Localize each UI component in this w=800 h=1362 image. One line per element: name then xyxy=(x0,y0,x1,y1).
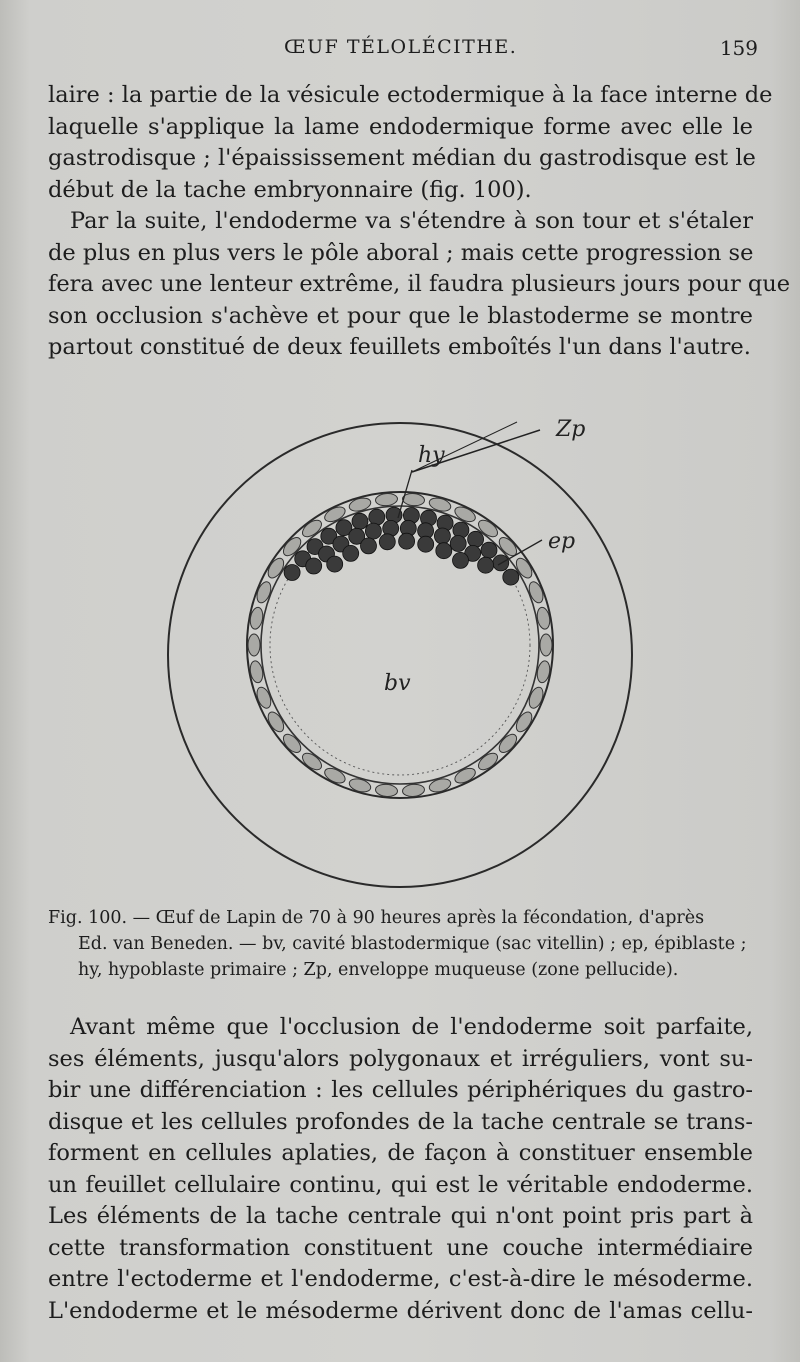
hypoblast-cell xyxy=(478,557,494,573)
hypoblast-cell xyxy=(369,509,385,525)
text-line: partout constitué de deux feuillets emboîtés l'un dans l'autre. xyxy=(48,334,751,360)
epiblast-inner-circle xyxy=(261,506,539,784)
epiblast-cell xyxy=(248,634,260,656)
epiblast-cell xyxy=(348,777,372,795)
hypoblast-cell xyxy=(327,556,343,572)
text-line: laire : la partie de la vésicule ectodermique à la face interne de xyxy=(48,82,773,108)
text-line: un feuillet cellulaire continu, qui est le véritable endoderme. xyxy=(48,1171,753,1198)
figure-100-egg-diagram xyxy=(150,400,650,900)
label-hy: hy xyxy=(418,443,445,468)
label-bv: bv xyxy=(384,671,411,696)
paragraph-3 xyxy=(48,1012,753,1327)
caption-line: Ed. van Beneden. — bv, cavité blastodermique (sac vitellin) ; ep, épiblaste ; xyxy=(78,934,747,954)
epiblast-cell xyxy=(428,777,452,795)
caption-line: hy, hypoblaste primaire ; Zp, enveloppe muqueuse (zone pellucide). xyxy=(78,960,679,980)
hypoblast-cell xyxy=(434,528,450,544)
hypoblast-cell xyxy=(352,513,368,529)
hypoblast-cell xyxy=(361,538,377,554)
hypoblast-cell xyxy=(450,536,466,552)
hypoblast-cell xyxy=(468,531,484,547)
epiblast-cell xyxy=(527,580,546,605)
hypoblast-cells xyxy=(284,507,519,585)
hypoblast-cell xyxy=(379,534,395,550)
hypoblast-cell xyxy=(399,533,415,549)
label-zp: Zp xyxy=(556,417,586,442)
text-line: cette transformation constituent une couche intermédiaire xyxy=(48,1234,753,1261)
epiblast-cell xyxy=(540,634,552,656)
text-line: entre l'ectoderme et l'endoderme, c'est-à-dire le mésoderme. xyxy=(48,1266,753,1292)
hypoblast-cell xyxy=(453,552,469,568)
epiblast-cell xyxy=(527,685,546,710)
text-line: Avant même que l'occlusion de l'endoderme soit parfaite, xyxy=(70,1014,753,1040)
running-title: ŒUF TÉLOLÉCITHE. xyxy=(284,36,518,58)
figure-caption xyxy=(48,905,753,983)
text-line: disque et les cellules profondes de la tache centrale se trans- xyxy=(48,1108,753,1135)
hypoblast-cell xyxy=(418,536,434,552)
epiblast-cell xyxy=(402,783,425,797)
hypoblast-cell xyxy=(365,523,381,539)
epiblast-cell xyxy=(348,496,372,514)
text-line: fera avec une lenteur extrême, il faudra plusieurs jours pour que xyxy=(48,271,791,297)
epiblast-cell xyxy=(254,685,273,710)
paragraph-2 xyxy=(48,206,791,364)
epiblast-cell xyxy=(375,493,398,507)
text-line: son occlusion s'achève et pour que le blastoderme se montre xyxy=(48,302,753,329)
text-line: de plus en plus vers le pôle aboral ; mais cette progression se xyxy=(48,239,754,266)
hypoblast-cell xyxy=(306,558,322,574)
text-line: laquelle s'applique la lame endodermique forme avec elle le xyxy=(48,113,753,140)
text-line: L'endoderme et le mésoderme dérivent donc de l'amas cellu- xyxy=(48,1297,753,1324)
running-head xyxy=(0,36,800,66)
text-line: bir une différenciation : les cellules périphériques du gastro- xyxy=(48,1077,753,1103)
hypoblast-cell xyxy=(503,569,519,585)
hypoblast-cell xyxy=(436,543,452,559)
text-line: Par la suite, l'endoderme va s'étendre à son tour et s'étaler xyxy=(70,208,753,234)
caption-line: Fig. 100. — Œuf de Lapin de 70 à 90 heures après la fécondation, d'après xyxy=(48,908,705,928)
label-ep: ep xyxy=(548,529,576,554)
hypoblast-cell xyxy=(343,545,359,561)
paragraph-1 xyxy=(48,80,773,206)
text-line: ses éléments, jusqu'alors polygonaux et irréguliers, vont su- xyxy=(48,1045,753,1072)
text-line: Les éléments de la tache centrale qui n'ont point pris part à xyxy=(48,1203,753,1229)
hypoblast-cell xyxy=(284,565,300,581)
text-line: gastrodisque ; l'épaississement médian du gastrodisque est le xyxy=(48,145,756,171)
text-line: forment en cellules aplaties, de façon à constituer ensemble xyxy=(48,1140,753,1166)
page-number: 159 xyxy=(719,36,758,60)
epiblast-cell xyxy=(375,783,398,797)
hypoblast-cell xyxy=(481,542,497,558)
epiblast-cell xyxy=(254,580,273,605)
text-line: début de la tache embryonnaire (fig. 100). xyxy=(48,176,532,203)
